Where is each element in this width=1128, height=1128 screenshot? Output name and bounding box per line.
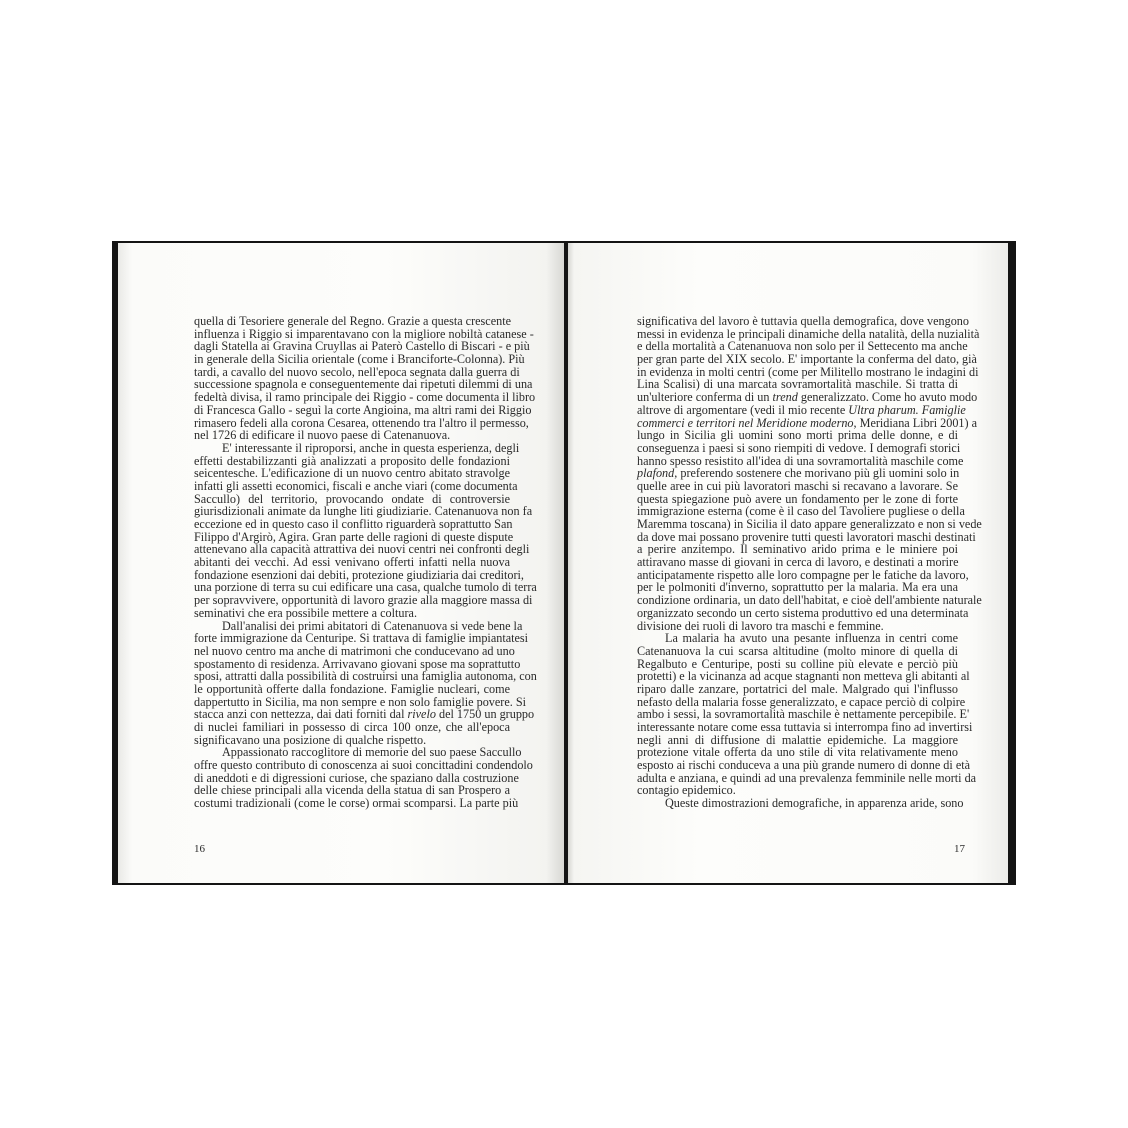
text-line: successione spagnola e conseguentemente dai ripetuti dilemmi di una [194,377,533,392]
text-line: in generale della Sicilia orientale (come i Branciforte-Colonna). Più [194,352,525,367]
text-line: plafond, preferendo sostenere che morivano più gli uomini solo in [637,466,960,481]
text-line: per sopravvivere, opportunità di lavoro grazie alla maggiore massa di [194,593,533,608]
text-line: nel nuovo centro ma anche di matrimoni che conducevano ad uno [194,643,515,658]
text-line: condizione ordinaria, un dato dell'habitat, e cioè dell'ambiente naturale [637,593,982,608]
text-line: Catenanuova la cui scarsa altitudine (molto minore di quella di [637,643,958,658]
text-line: giurisdizionali animate da lunghe liti giudiziarie. Catenanuova non fa [194,504,533,519]
text-line: Filippo d'Argirò, Agira. Gran parte delle ragioni di queste dispute [194,529,514,544]
text-line: di nuclei familiari in possesso di circa 100 onze, che all'epoca [194,720,510,734]
text-line: di aneddoti e di digressioni curiose, che spaziano dalla costruzione [194,770,519,785]
left-page-text [194,314,537,811]
right-page-number: 17 [954,843,965,855]
text-line: interessante notare come essa tuttavia si interrompa fino ad invertirsi [637,720,973,734]
text-line: commerci e territori nel Meridione moderno, Meridiana Libri 2001) a [637,415,978,430]
text-line: La malaria ha avuto una pesante influenza in centri come [665,631,958,646]
text-line: significavano una posizione di qualche rispetto. [194,732,427,747]
text-line: rimasero fedeli alla corona Cesarea, ottenendo tra l'altro il permesso, [194,415,529,430]
text-line: anticipatamente rispetto alle loro compagne per le fatiche da lavoro, [637,567,969,582]
text-line: Appassionato raccoglitore di memorie del suo paese Saccullo [222,745,522,760]
text-line: stacca anzi con nettezza, dai dati forniti dal rivelo del 1750 un gruppo [194,707,535,722]
text-line: eccezione ed in questo caso il conflitto riguarderà soprattutto San [194,517,513,531]
text-line: immigrazione esterna (come è il caso del Tavoliere pugliese o della [637,504,965,519]
text-line: riparo dalle zanzare, portatrici del male. Malgrado qui l'influsso [637,681,958,696]
text-line: hanno spesso resistito all'idea di una sovramortalità maschile come [637,453,964,468]
text-line: altrove di argomentare (vedi il mio recente Ultra pharum. Famiglie [637,402,966,417]
text-line: protezione vitale offerta da uno stile di vita relativamente meno [637,745,958,760]
text-line: Regalbuto e Centuripe, posti su colline più elevate e perciò più [637,656,958,671]
text-line: quelle aree in cui più lavoratori maschi si recavano a lavorare. Se [637,478,958,493]
text-line: negli anni di diffusione di malattie epidemiche. La maggiore [637,732,958,747]
text-line: fedeltà divisa, il ramo principale dei Riggio - come documenta il libro [194,390,536,405]
text-line: attenevano alla capacità attrattiva dei nuovi centri nei confronti degli [194,542,530,557]
text-line: fondazione esenzioni dai debiti, protezione giudiziaria dai creditori, [194,567,524,582]
text-line: le opportunità offerte dalla fondazione. Famiglie nucleari, come [194,681,510,696]
text-line: attiravano masse di giovani in cerca di lavoro, e destinati a morire [637,555,959,570]
text-line: in evidenza in molti centri (come per Militello mostrano le indagini di [637,364,979,379]
text-line: costumi tradizionali (come le corse) ormai scomparsi. La parte più [194,796,519,811]
text-line: abitanti dei vecchi. Ad essi venivano offerti infatti nella nuova [194,555,510,570]
text-line: lungo in Sicilia gli uomini sono morti prima delle donne, e di [637,428,958,443]
text-line: influenza i Riggio si imparentavano con la migliore nobiltà catanese - [194,326,534,341]
text-line: Queste dimostrazioni demografiche, in apparenza aride, sono [665,796,964,811]
text-line: per gran parte del XIX secolo. E' importante la conferma del dato, già [637,352,977,367]
text-line: protetti) e la vicinanza ad acque stagnanti non metteva gli abitanti al [637,669,970,684]
text-line: seminativi che era possibile mettere a coltura. [194,605,418,620]
text-line: significativa del lavoro è tuttavia quella demografica, dove vengono [637,314,969,328]
text-line: contagio epidemico. [637,783,736,798]
text-line: da dove mai possano provenire tutti questi lavoratori maschi destinati [637,529,976,544]
text-line: spostamento di residenza. Arrivavano giovani spose ma soprattutto [194,656,521,671]
text-line: nefasto della malaria fosse generalizzato, e capace perciò di colpire [637,694,966,709]
left-page-number: 16 [194,843,205,855]
text-line: Dall'analisi dei primi abitatori di Catenanuova si vede bene la [222,618,523,633]
text-line: Maremma toscana) in Sicilia il dato appare generalizzato e non si vede [637,517,982,531]
text-line: seicentesche. L'edificazione di un nuovo centro abitato stravolge [194,466,510,481]
text-line: ambo i sessi, la sovramortalità maschile è nettamente percepibile. E' [637,707,970,722]
left-page [118,243,564,883]
text-line: nel 1726 di edificare il nuovo paese di Catenanuova. [194,428,451,443]
text-line: dagli Statella ai Gravina Cruyllas ai Paterò Castello di Biscari - e più [194,339,530,354]
right-page-text [637,314,982,811]
text-line: Lina Scalisi) di una marcata sovramortalità maschile. Si tratta di [637,377,958,392]
text-line: E' interessante il riproporsi, anche in questa esperienza, degli [222,440,520,455]
text-line: organizzato secondo un certo sistema produttivo ed una determinata [637,605,969,620]
text-line: una porzione di terra su cui edificare una casa, qualche tumolo di terra [194,580,537,595]
text-line: effetti destabilizzanti già analizzati a proposito delle fondazioni [194,453,510,468]
text-line: un'ulteriore conferma di un trend generalizzato. Come ho avuto modo [637,390,978,405]
text-line: a perire anzitempo. Il seminativo arido prima e le miniere poi [637,542,958,557]
text-line: adulta e anziana, e quindi ad una prevalenza femminile nelle morti da [637,770,977,785]
text-line: Saccullo) del territorio, provocando ondate di controversie [194,491,510,506]
right-page [568,243,1008,883]
text-line: esposto ai rischi conduceva a una più grande numero di donne di età [637,758,971,773]
text-line: quella di Tesoriere generale del Regno. Grazie a questa crescente [194,314,511,328]
text-line: dappertutto in Sicilia, ma non sempre e non solo famiglie povere. Si [194,694,527,709]
text-line: delle chiese principali alla vicenda della statua di san Prospero a [194,783,510,798]
text-line: infatti gli assetti economici, fiscali e anche viari (come documenta [194,478,518,493]
text-line: questa spiegazione può avere un fondamento per le zone di forte [637,491,958,506]
text-line: conseguenza i paesi si sono riempiti di vedove. I demografi storici [637,440,961,455]
text-line: divisione dei ruoli di lavoro tra maschi e femmine. [637,618,884,633]
text-line: messi in evidenza le principali dinamiche della natalità, della nuzialità [637,326,980,341]
text-line: tardi, a cavallo del nuovo secolo, nell'epoca segnata dalla guerra di [194,364,520,379]
text-line: forte immigrazione da Centuripe. Si trattava di famiglie impiantatesi [194,631,529,646]
text-line: per le polmoniti d'inverno, soprattutto per la malaria. Ma era una [637,580,958,595]
book-scan [112,241,1016,885]
text-line: offre questo contributo di conoscenza ai suoi concittadini condendolo [194,758,533,773]
text-line: sposi, attratti dalla possibilità di costruirsi una famiglia autonoma, con [194,669,537,684]
text-line: di Francesca Gallo - seguì la corte Angioina, ma altri rami dei Riggio [194,402,532,417]
text-line: e della mortalità a Catenanuova non solo per il Settecento ma anche [637,339,968,354]
